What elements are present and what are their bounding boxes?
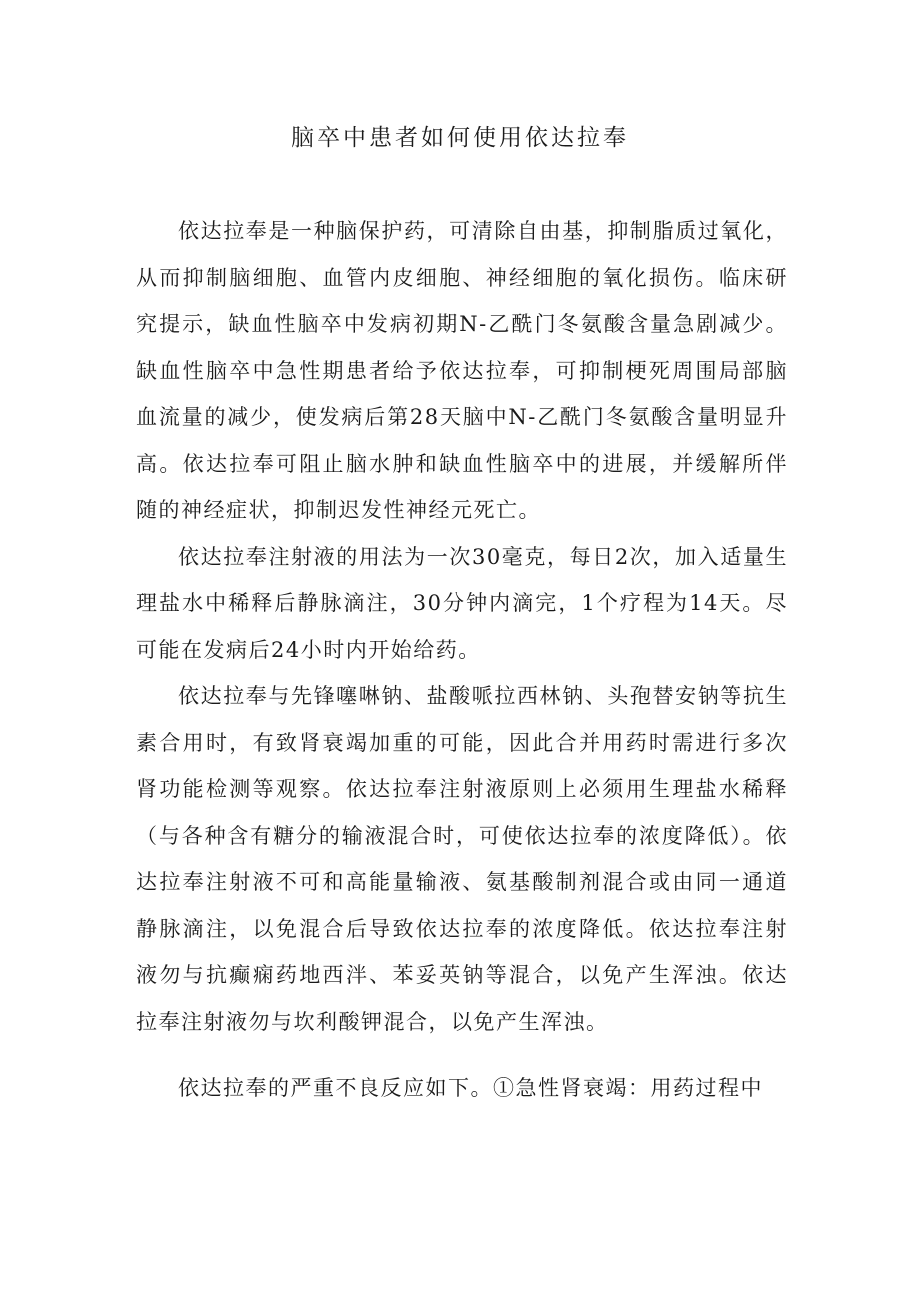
document-title: 脑卒中患者如何使用依达拉奉	[291, 125, 629, 151]
paragraph-interactions: 依达拉奉与先锋噻啉钠、盐酸哌拉西林钠、头孢替安钠等抗生素合用时，有致肾衰竭加重的可能，因此合并用药时需进行多次肾功能检测等观察。依达拉奉注射液原则上必须用生理盐水稀释（与各种含有糖分的输液混合时，可使依达拉奉的浓度降低）。依达拉奉注射液不可和高能量输液、氨基酸制剂混合或由同一通道静脉滴注，以免混合后导致依达拉奉的浓度降低。依达拉奉注射液勿与抗癫痫药地西泮、苯妥英钠等混合，以免产生浑浊。依达拉奉注射液勿与坎利酸钾混合，以免产生浑浊。	[136, 684, 788, 1034]
document-body	[136, 208, 788, 1112]
paragraph-mechanism: 依达拉奉是一种脑保护药，可清除自由基，抑制脂质过氧化，从而抑制脑细胞、血管内皮细胞、神经细胞的氧化损伤。临床研究提示，缺血性脑卒中发病初期N-乙酰门冬氨酸含量急剧减少。缺血性脑卒中急性期患者给予依达拉奉，可抑制梗死周围局部脑血流量的减少，使发病后第28天脑中N-乙酰门冬氨酸含量明显升高。依达拉奉可阻止脑水肿和缺血性脑卒中的进展，并缓解所伴随的神经症状，抑制迟发性神经元死亡。	[136, 219, 788, 522]
paragraph-adverse-reactions: 依达拉奉的严重不良反应如下。①急性肾衰竭：用药过程中	[178, 1076, 763, 1100]
paragraph-dosage: 依达拉奉注射液的用法为一次30毫克，每日2次，加入适量生理盐水中稀释后静脉滴注，30分钟内滴完，1个疗程为14天。尽可能在发病后24小时内开始给药。	[136, 544, 788, 662]
